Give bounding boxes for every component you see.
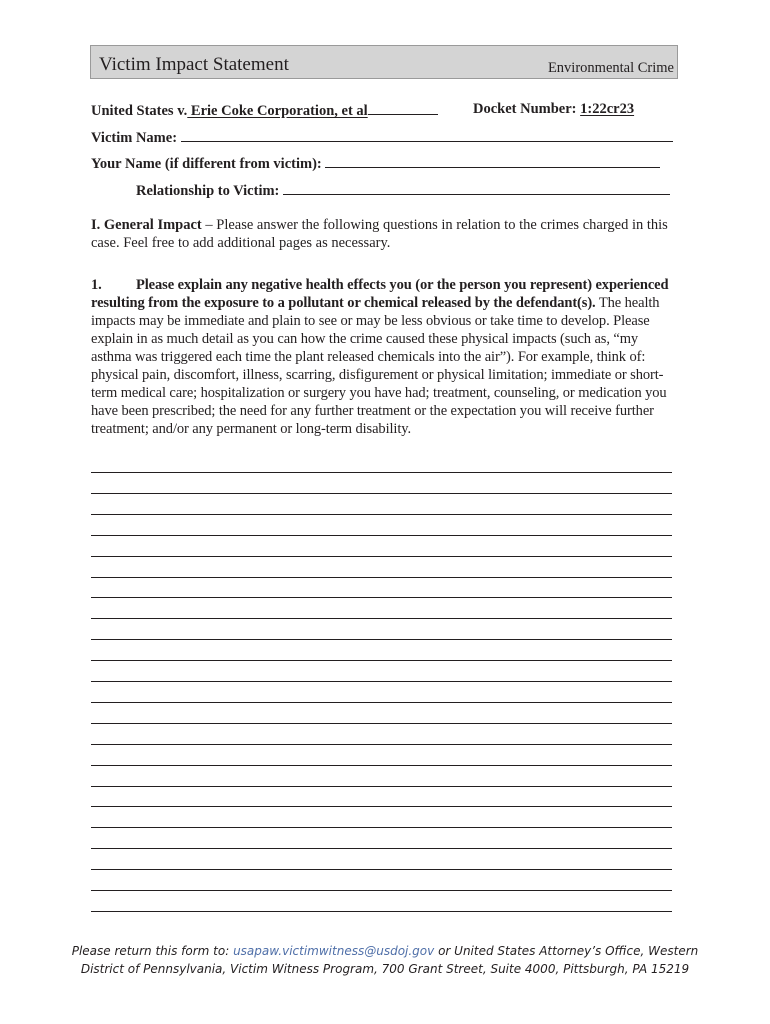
case-caption-field[interactable]: Erie Coke Corporation, et al [187,103,368,119]
answer-line[interactable] [91,514,672,515]
victim-name-label: Victim Name: [91,130,178,146]
answer-line[interactable] [91,723,672,724]
case-caption-row [91,101,438,119]
answer-line[interactable] [91,660,672,661]
your-name-label: Your Name (if different from victim): [91,156,322,172]
answer-line[interactable] [91,911,672,912]
answer-line[interactable] [91,702,672,703]
answer-line[interactable] [91,744,672,745]
case-caption-blank [368,101,438,115]
answer-line[interactable] [91,681,672,682]
answer-line[interactable] [91,869,672,870]
victim-name-row [91,128,673,146]
question-1-prompt: Please explain any negative health effects you (or the person you represent) experienced resulting from the exposure to a pollutant or chemical released by the defendant(s). [91,277,669,311]
footer-note [60,942,710,978]
answer-line[interactable] [91,618,672,619]
answer-line[interactable] [91,639,672,640]
general-impact-heading: I. General Impact [91,217,202,233]
answer-line[interactable] [91,472,672,473]
answer-line[interactable] [91,890,672,891]
form-title: Victim Impact Statement [99,54,289,75]
answer-line[interactable] [91,556,672,557]
question-1-instructions: The health impacts may be immediate and plain to see or may be less obvious or take time to develop. Please explain in as much detail as you can how the crime caused these physical impacts (such as, “my asthma was triggered each time the plant released chemicals into the air”). For example, think of: physical pain, discomfort, illness, scarring, disfigurement or physical limitation; immediate or short-term medical care; hospitalization or surgery you have had; treatment, counseling, or medication you have been prescribed; the need for any further treatment or the expectation you will receive further treatment; and/or any permanent or long-term disability. [91,295,667,437]
footer-address: or United States Attorney’s Office, Western District of Pennsylvania, Victim Witness Program, 700 Grant Street, Suite 4000, Pittsburgh, PA 15219 [80,944,699,976]
general-impact-text: Please answer the following questions in relation to the crimes charged in this case. Feel free to add additional pages as necessary. [91,217,668,251]
form-category: Environmental Crime [547,60,674,76]
your-name-row [91,154,660,172]
answer-line[interactable] [91,535,672,536]
answer-line[interactable] [91,786,672,787]
answer-line[interactable] [91,765,672,766]
answer-line[interactable] [91,493,672,494]
answer-line[interactable] [91,577,672,578]
relationship-row [136,181,670,199]
docket-row [473,101,634,117]
answer-line[interactable] [91,806,672,807]
question-1 [91,276,675,438]
general-impact-section [91,216,671,252]
header-banner [90,45,678,79]
answer-line[interactable] [91,827,672,828]
docket-number-field[interactable]: 1:22cr23 [580,101,635,117]
case-caption-label: United States v. [91,103,188,119]
question-1-number: 1. [91,277,102,293]
footer-prefix: Please return this form to: [71,944,234,958]
answer-line[interactable] [91,848,672,849]
footer-email-link[interactable]: usapaw.victimwitness@usdoj.gov [233,944,435,958]
answer-line[interactable] [91,597,672,598]
general-impact-dash: – [201,217,217,233]
victim-name-field[interactable] [181,128,673,142]
relationship-label: Relationship to Victim: [136,183,280,199]
your-name-field[interactable] [325,154,660,168]
relationship-field[interactable] [283,181,670,195]
docket-label: Docket Number: [473,101,577,117]
